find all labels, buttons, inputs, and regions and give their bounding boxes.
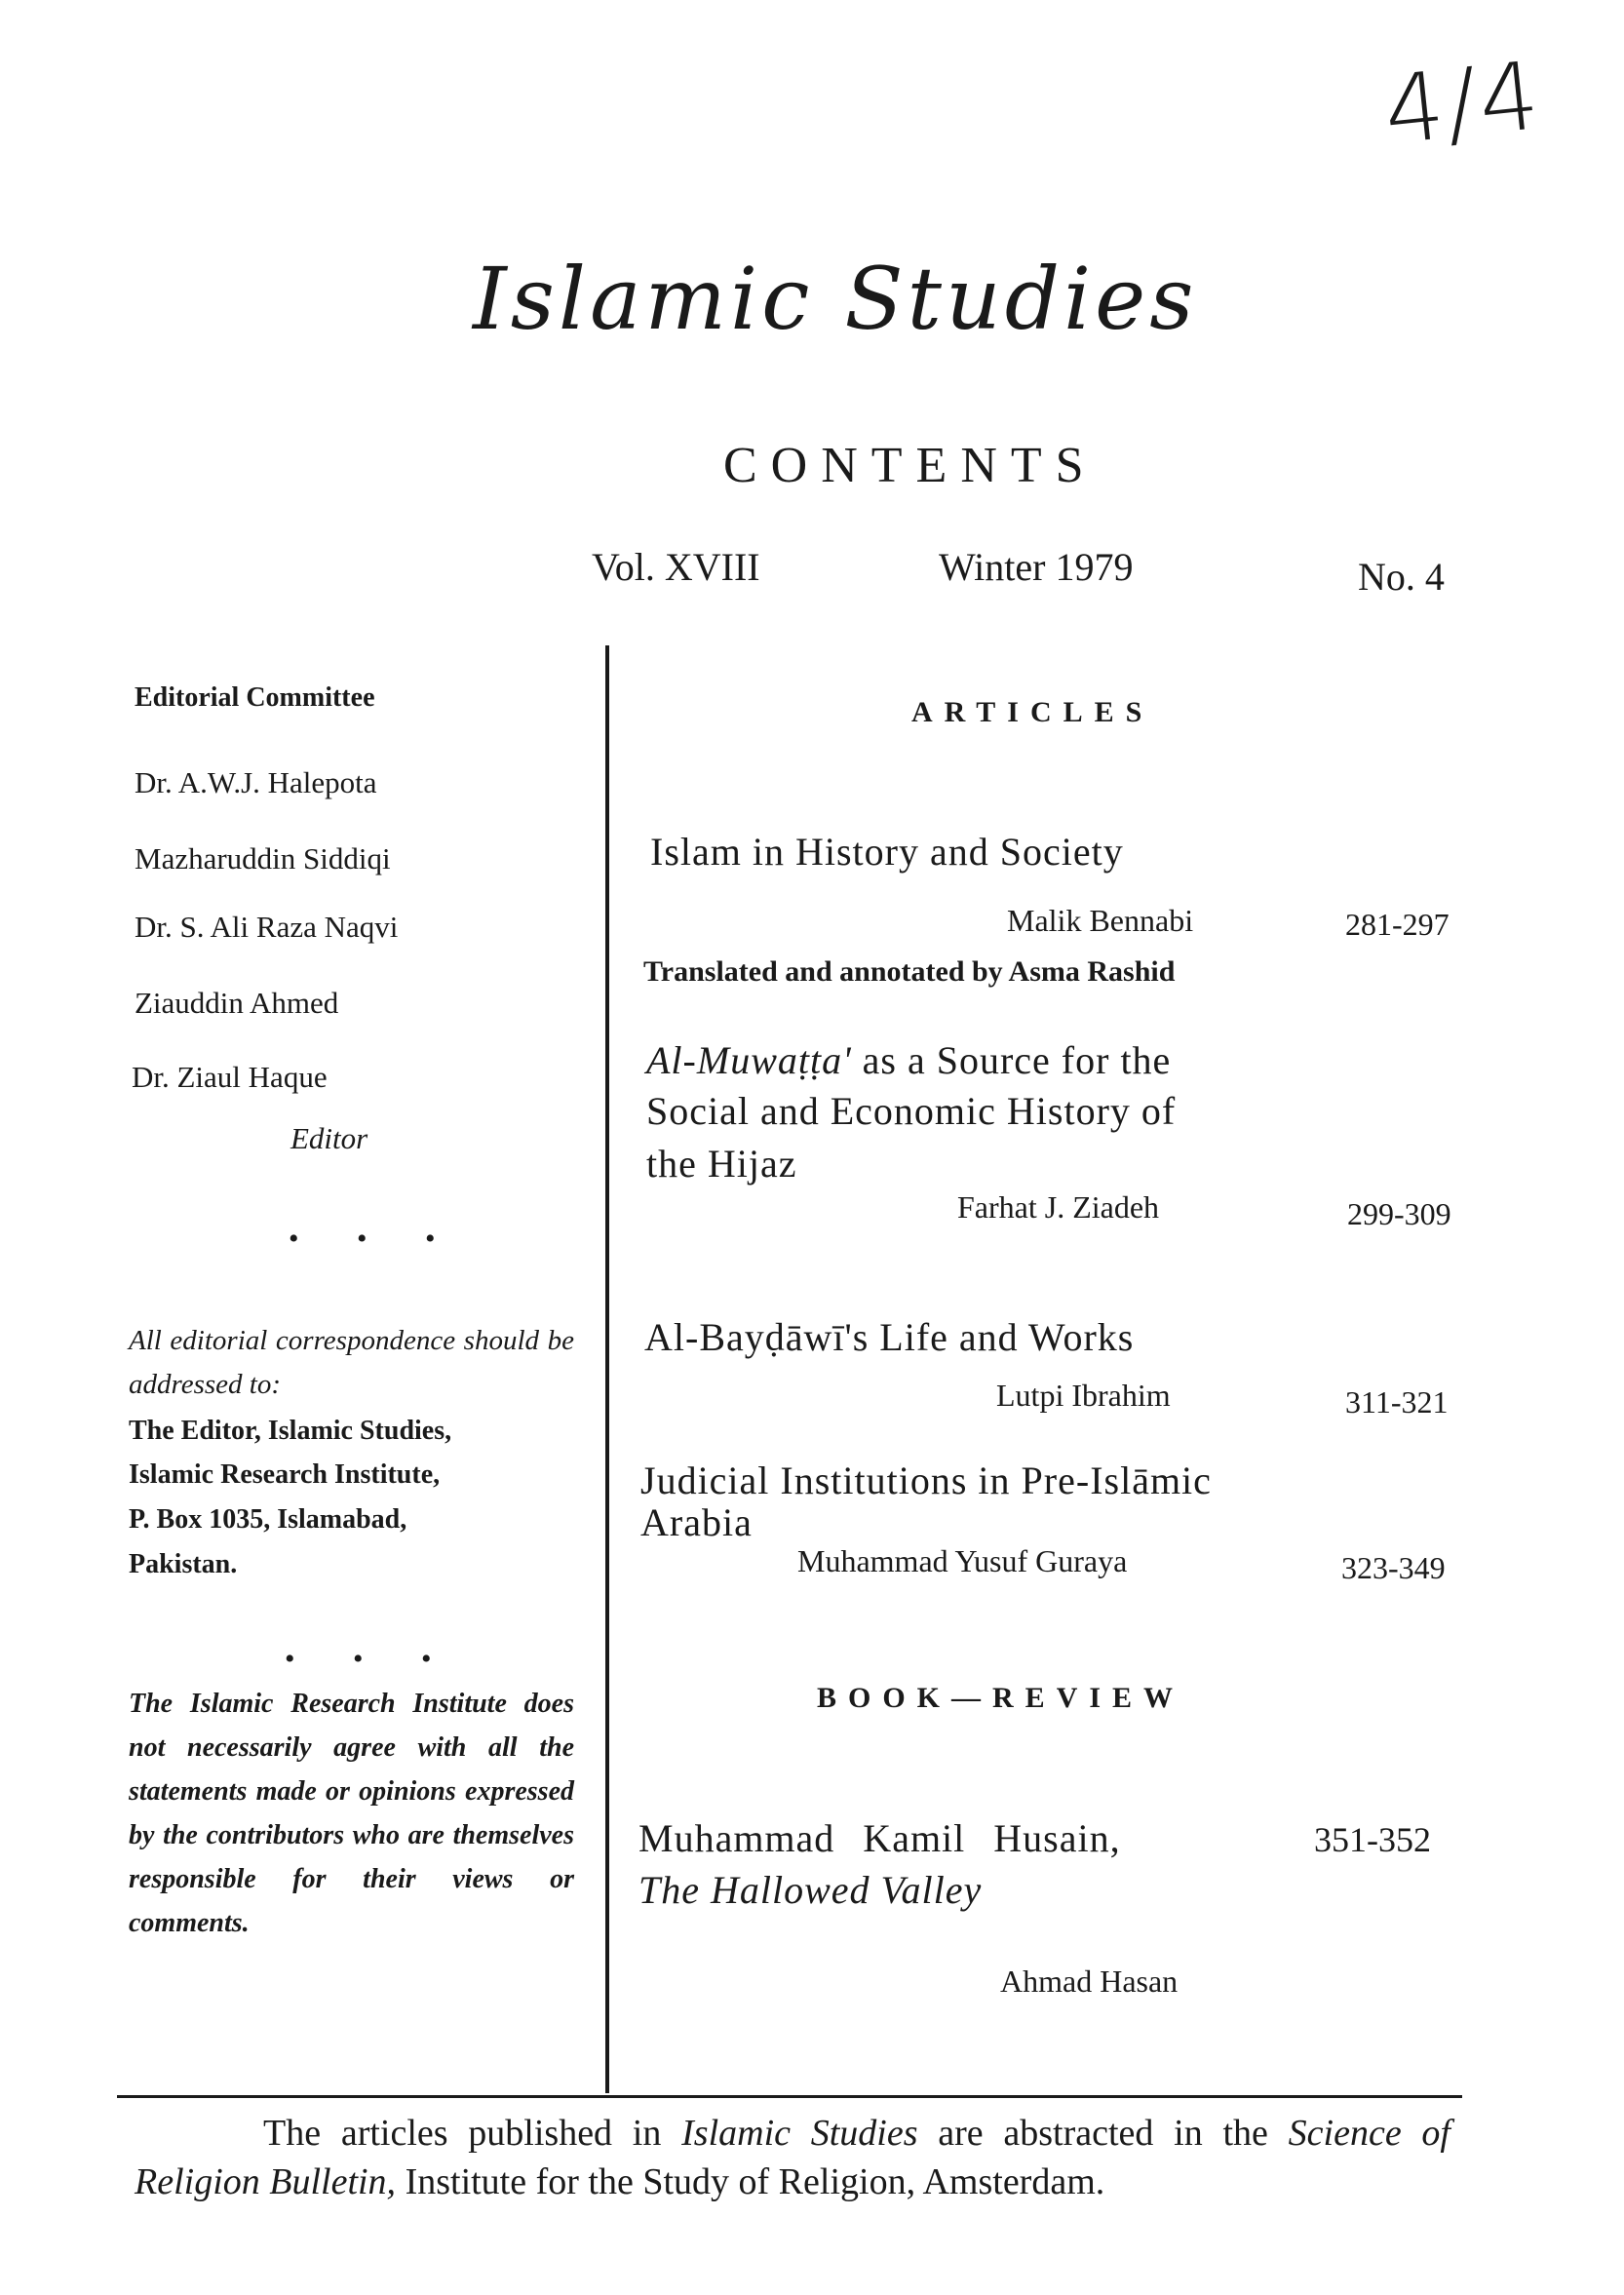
footer-text: Institute for the Study of Religion, Amsterdam. (396, 2161, 1105, 2202)
committee-member: Ziauddin Ahmed (135, 986, 339, 1020)
article-title: Judicial Institutions in Pre-Islāmic (640, 1459, 1212, 1502)
correspondence-note: All editorial correspondence should be addressed to: (129, 1325, 574, 1400)
column-divider (605, 645, 609, 2093)
article-title: Islam in History and Society (650, 830, 1124, 874)
article-title-italic: Al-Muwaṭṭa' (646, 1038, 852, 1082)
articles-heading: ARTICLES (911, 696, 1154, 728)
article-title: Al-Bayḍāwī's Life and Works (644, 1315, 1135, 1359)
footer-rule (117, 2095, 1462, 2098)
disclaimer: The Islamic Research Institute does not necessarily agree with all the statements made or opinions expressed by the contributors who are themselves responsible for their views or comments. (129, 1689, 574, 1938)
page-title: CONTENTS (723, 438, 1098, 493)
footer-text: The articles published in (263, 2113, 682, 2154)
committee-member: Dr. S. Ali Raza Naqvi (135, 910, 399, 944)
article-title (646, 1037, 1171, 1083)
issue-season: Winter 1979 (939, 545, 1134, 589)
handwritten-page-note: 4/4 (1378, 40, 1546, 167)
issue-number: No. 4 (1358, 555, 1445, 599)
article-title-line: the Hijaz (646, 1142, 797, 1186)
article-author: Lutpi Ibrahim (996, 1378, 1171, 1413)
reviewer-name: Ahmad Hasan (1000, 1964, 1179, 1999)
article-title-line: Arabia (640, 1500, 753, 1544)
review-book-title: The Hallowed Valley (638, 1868, 983, 1912)
article-author: Muhammad Yusuf Guraya (797, 1543, 1128, 1578)
abstracting-note (135, 2109, 1450, 2206)
article-pages: 281-297 (1345, 907, 1450, 942)
article-title-rest: as a Source for the (851, 1038, 1172, 1082)
article-author: Malik Bennabi (1007, 903, 1194, 938)
article-pages: 299-309 (1347, 1196, 1451, 1231)
committee-member: Dr. A.W.J. Halepota (135, 765, 377, 799)
separator-dots: • • • (289, 1223, 461, 1255)
committee-member: Mazharuddin Siddiqi (135, 841, 391, 875)
translation-note: Translated and annotated by Asma Rashid (643, 955, 1176, 988)
address-line: P. Box 1035, Islamabad, (129, 1504, 407, 1535)
review-book-author: Muhammad Kamil Husain, (638, 1816, 1121, 1860)
committee-heading: Editorial Committee (135, 682, 375, 713)
article-pages: 323-349 (1341, 1550, 1446, 1585)
address-line: The Editor, Islamic Studies, (129, 1416, 452, 1446)
committee-member: Dr. Ziaul Haque (132, 1060, 328, 1094)
separator-dots: • • • (285, 1643, 457, 1675)
footer-bulletin-title: Science of Religion Bulletin, (135, 2113, 1450, 2202)
editor-label: Editor (290, 1121, 368, 1155)
journal-logo: Islamic Studies (473, 249, 1198, 349)
article-pages: 311-321 (1345, 1384, 1449, 1420)
book-review-heading: BOOK—REVIEW (817, 1682, 1185, 1714)
address-line: Pakistan. (129, 1549, 238, 1579)
footer-journal-title: Islamic Studies (681, 2113, 918, 2154)
footer-text: are abstracted in the (917, 2113, 1289, 2154)
volume-label: Vol. XVIII (592, 545, 760, 589)
address-line: Islamic Research Institute, (129, 1459, 441, 1490)
review-pages: 351-352 (1314, 1820, 1431, 1859)
article-author: Farhat J. Ziadeh (957, 1189, 1160, 1225)
article-title-line: Social and Economic History of (646, 1089, 1177, 1133)
